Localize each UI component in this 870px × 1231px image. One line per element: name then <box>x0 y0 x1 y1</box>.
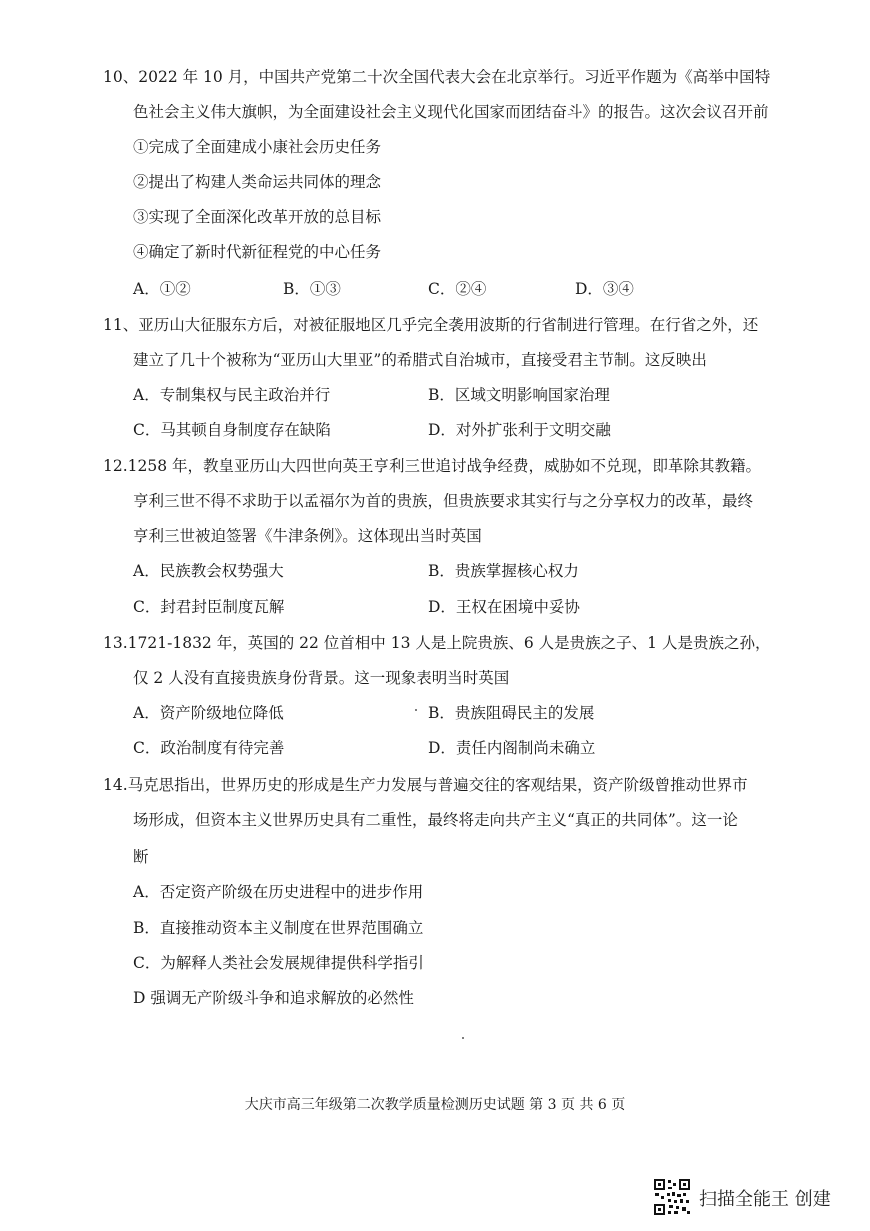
question-number: 12. <box>103 457 128 475</box>
question-number: 13. <box>103 634 128 652</box>
question-14-line-3: 断 <box>133 848 149 866</box>
question-13-line-1 <box>103 632 770 654</box>
option-b[interactable]: B．贵族掌握核心权力 <box>428 562 579 580</box>
option-c[interactable]: C．②④ <box>428 280 487 298</box>
option-c[interactable]: C．政治制度有待完善 <box>133 739 285 757</box>
qr-code-icon <box>653 1178 691 1216</box>
page-footer: 大庆市高三年级第二次教学质量检测历史试题 第 3 页 共 6 页 <box>244 1097 626 1113</box>
option-a[interactable]: A．专制集权与民主政治并行 <box>133 386 331 404</box>
watermark-text: 扫描全能王 创建 <box>699 1189 831 1210</box>
option-c[interactable]: C．封君封臣制度瓦解 <box>133 598 285 616</box>
scan-speck <box>462 1037 464 1039</box>
option-c[interactable]: C．为解释人类社会发展规律提供科学指引 <box>133 954 424 972</box>
option-b[interactable]: B．①③ <box>283 280 341 298</box>
question-10-line-2: 色社会主义伟大旗帜，为全面建设社会主义现代化国家而团结奋斗》的报告。这次会议召开前 <box>133 103 769 121</box>
question-stem-text: 亚历山大征服东方后，对被征服地区几乎完全袭用波斯的行省制进行管理。在行省之外，还 <box>138 316 759 334</box>
question-12-line-3: 亨利三世被迫签署《牛津条例》。这体现出当时英国 <box>133 527 482 545</box>
question-number: 11、 <box>103 316 139 334</box>
scan-speck <box>415 709 417 711</box>
option-d[interactable]: D．王权在困境中妥协 <box>428 598 580 616</box>
question-11-line-1 <box>103 314 758 336</box>
option-c[interactable]: C．马其顿自身制度存在缺陷 <box>133 421 331 439</box>
question-12-line-1 <box>103 455 761 477</box>
question-10-line-1 <box>103 66 770 88</box>
question-stem-text: 1258 年，教皇亚历山大四世向英王亨利三世追讨战争经费，威胁如不兑现，即革除其教籍。 <box>127 457 762 475</box>
question-stem-text: 1721-1832 年，英国的 22 位首相中 13 人是上院贵族、6 人是贵族之子、1 人是贵族之孙， <box>127 634 771 652</box>
question-14-line-1 <box>103 774 748 796</box>
statement-1: ①完成了全面建成小康社会历史任务 <box>133 138 382 156</box>
scanner-watermark <box>653 1178 853 1218</box>
option-b[interactable]: B．直接推动资本主义制度在世界范围确立 <box>133 919 424 937</box>
option-d[interactable]: D．责任内阁制尚未确立 <box>428 739 596 757</box>
question-stem-text: 马克思指出，世界历史的形成是生产力发展与普遍交往的客观结果，资产阶级曾推动世界市 <box>127 776 748 794</box>
option-b[interactable]: B．贵族阻碍民主的发展 <box>428 704 595 722</box>
question-14-line-2: 场形成，但资本主义世界历史具有二重性，最终将走向共产主义“真正的共同体”。这一论 <box>133 811 738 829</box>
option-a[interactable]: A．资产阶级地位降低 <box>133 704 284 722</box>
statement-3: ③实现了全面深化改革开放的总目标 <box>133 208 382 226</box>
option-a[interactable]: A．否定资产阶级在历史进程中的进步作用 <box>133 883 424 901</box>
option-b[interactable]: B．区域文明影响国家治理 <box>428 386 610 404</box>
question-number: 14. <box>103 776 128 794</box>
question-stem-text: 2022 年 10 月，中国共产党第二十次全国代表大会在北京举行。习近平作题为《高举中国特 <box>138 68 771 86</box>
statement-2: ②提出了构建人类命运共同体的理念 <box>133 173 382 191</box>
question-12-line-2: 亨利三世不得不求助于以孟福尔为首的贵族，但贵族要求其实行与之分享权力的改革，最终 <box>133 492 754 510</box>
option-a[interactable]: A．民族教会权势强大 <box>133 562 284 580</box>
question-number: 10、 <box>103 68 139 86</box>
option-d[interactable]: D．③④ <box>575 280 634 298</box>
question-11-line-2: 建立了几十个被称为“亚历山大里亚”的希腊式自治城市，直接受君主节制。这反映出 <box>133 351 707 369</box>
option-d[interactable]: D 强调无产阶级斗争和追求解放的必然性 <box>133 989 414 1007</box>
statement-4: ④确定了新时代新征程党的中心任务 <box>133 243 382 261</box>
option-d[interactable]: D．对外扩张利于文明交融 <box>428 421 611 439</box>
question-13-line-2: 仅 2 人没有直接贵族身份背景。这一现象表明当时英国 <box>133 669 510 687</box>
option-a[interactable]: A．①② <box>133 280 191 298</box>
